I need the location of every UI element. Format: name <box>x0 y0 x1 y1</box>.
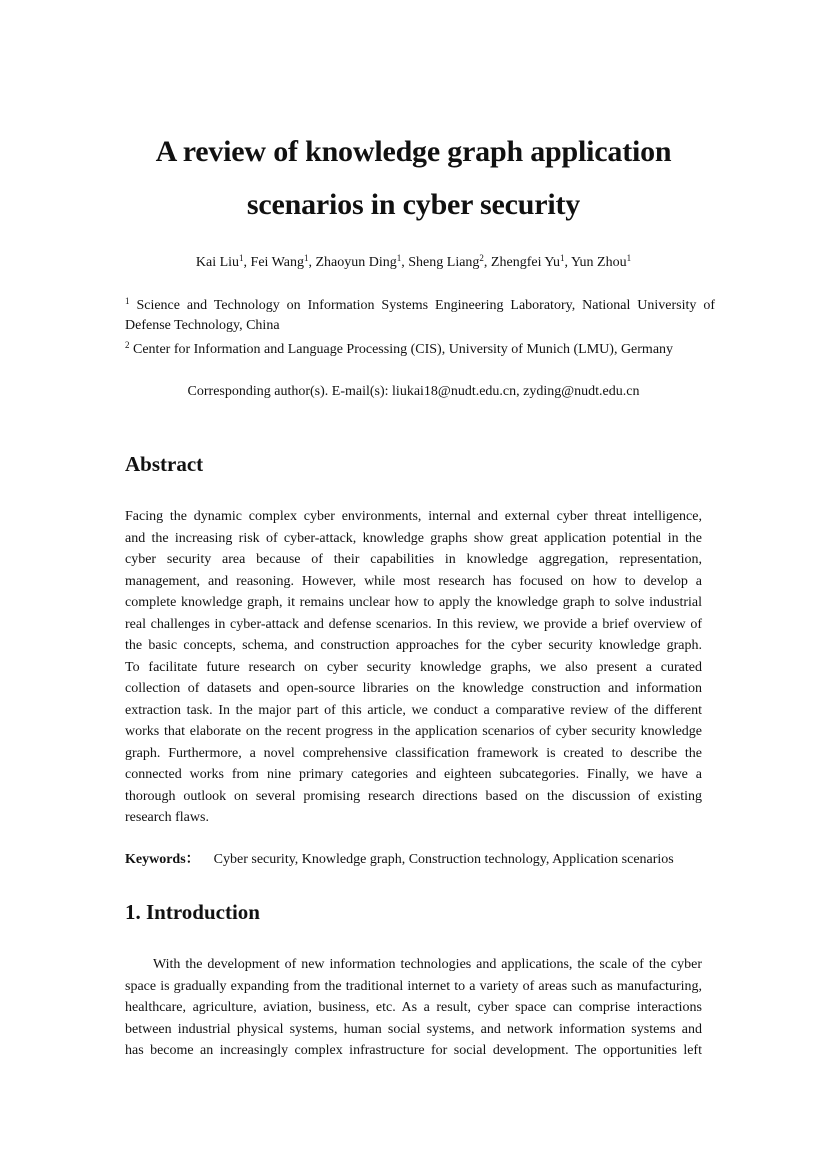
keywords-label: Keywords： <box>125 852 200 867</box>
author-name: Fei Wang <box>250 255 304 270</box>
affiliation-1-line-2: Defense Technology, China <box>125 318 280 333</box>
author-list: Kai Liu$^1$, Fei Wang$^1$, Zhaoyun Ding$^1$, Sheng Liang$^2$, Zhengfei Yu$^1$, Yun Zhou$^1$ <box>195 253 632 270</box>
abstract-line: Facing the dynamic complex cyber environments, internal and external cyber threat intelligence, <box>125 509 702 524</box>
abstract-line: thorough outlook on several promising research directions based on the discussion of existing <box>125 788 702 804</box>
affiliation-2 <box>125 340 715 360</box>
introduction-line: has become an increasingly complex infrastructure for social development. The opportunities left <box>125 1043 702 1058</box>
author-affiliation-mark: 2 <box>479 253 484 263</box>
author-affiliation-mark: 1 <box>626 253 632 263</box>
author-name: Yun Zhou <box>570 255 627 270</box>
abstract-line: research flaws. <box>125 810 209 825</box>
corresponding-author: Corresponding author(s). E-mail(s): liukai18@nudt.edu.cn, zyding@nudt.edu.cn <box>187 384 640 399</box>
author-affiliation-mark: 1 <box>396 253 402 263</box>
introduction-line: space is gradually expanding from the traditional internet to a variety of areas such as manufacturing, <box>125 978 702 994</box>
introduction-body <box>125 954 702 1062</box>
abstract-line: connected works from nine primary categories and eighteen subcategories. Finally, we have a <box>125 767 702 782</box>
abstract-line: extraction task. In the major part of this article, we conduct a comparative review of the different <box>125 702 702 718</box>
abstract-body <box>125 506 702 829</box>
introduction-line: between industrial physical systems, human social systems, and network information systems and <box>125 1021 702 1037</box>
author-affiliation-mark: 1 <box>304 253 309 263</box>
abstract-line: collection of datasets and open-source libraries on the knowledge construction and information <box>125 681 702 696</box>
abstract-line: works that elaborate on the recent progress in the application scenarios of cyber security knowledge <box>125 724 702 739</box>
abstract-line: complete knowledge graph, it remains unclear how to apply the knowledge graph to solve industrial <box>125 595 702 610</box>
paper-title-line-1: A review of knowledge graph application <box>155 135 672 168</box>
abstract-line: cyber security area because of their capabilities in knowledge aggregation, representation, <box>125 552 702 567</box>
affiliation-text: Center for Information and Language Processing (CIS), University of Munich (LMU), Germany <box>133 342 674 357</box>
author-name: Kai Liu <box>195 255 240 270</box>
abstract-line: the basic concepts, schema, and construction approaches for the cyber security knowledge graph. <box>125 638 702 653</box>
author-affiliation-mark: 1 <box>560 253 565 263</box>
abstract-line: graph. Furthermore, a novel comprehensive classification framework is created to describe the <box>125 745 702 761</box>
author-name: Zhaoyun Ding <box>315 255 397 270</box>
introduction-line: With the development of new information technologies and applications, the scale of the cyber <box>153 957 702 972</box>
keywords <box>125 851 725 869</box>
keywords-text: Cyber security, Knowledge graph, Construction technology, Application scenarios <box>213 852 674 867</box>
affiliation-2-line-1 <box>125 340 715 360</box>
author-name: Sheng Liang <box>408 255 480 270</box>
abstract-line: To facilitate future research on cyber security knowledge graphs, we also present a curated <box>125 659 702 675</box>
affiliation-1-line-1 <box>125 296 715 316</box>
abstract-line: management, and reasoning. However, while most research has focused on how to develop a <box>125 573 702 589</box>
paper-title-line-2: scenarios in cyber security <box>246 188 581 221</box>
author-affiliation-mark: 1 <box>239 253 244 263</box>
abstract-line: and the increasing risk of cyber-attack, knowledge graphs show great application potential in the <box>125 530 702 546</box>
author-name: Zhengfei Yu <box>490 255 560 270</box>
affiliation-1 <box>125 296 715 336</box>
affiliation-mark: 2 <box>125 340 130 350</box>
affiliation-text: Science and Technology on Information Systems Engineering Laboratory, National University of <box>136 298 716 313</box>
abstract-heading: Abstract <box>125 452 204 476</box>
introduction-line: healthcare, agriculture, aviation, business, etc. As a result, cyber space can comprise interactions <box>125 1000 702 1015</box>
affiliation-mark: 1 <box>125 296 130 306</box>
abstract-line: real challenges in cyber-attack and defense scenarios. In this review, we provide a brief overview of <box>125 616 702 632</box>
introduction-heading: 1. Introduction <box>125 900 260 924</box>
